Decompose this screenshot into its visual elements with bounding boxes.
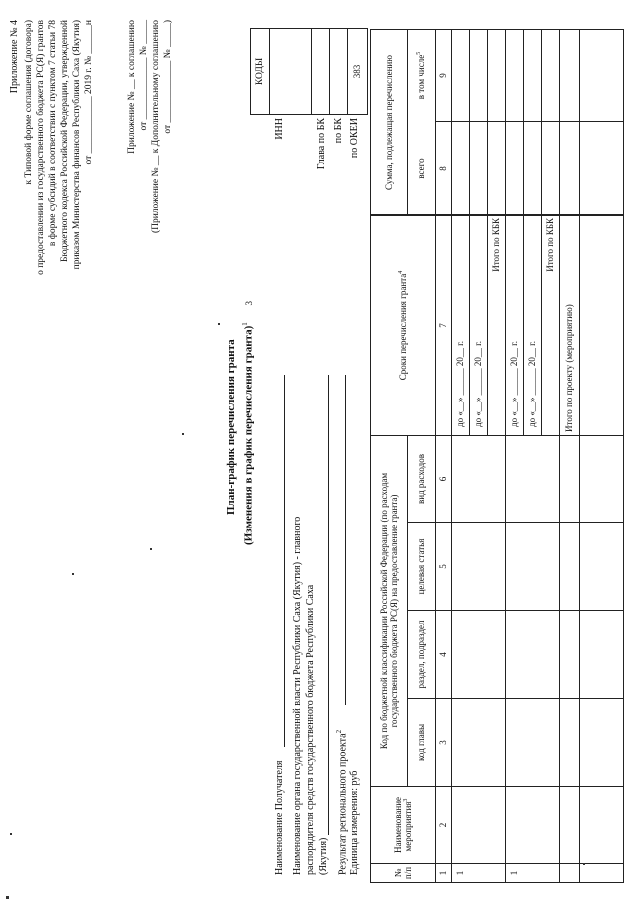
agreement-line: Приложение № __ к соглашению: [127, 20, 137, 154]
term-line: до «__» ______ 20__ г.: [455, 340, 465, 427]
header-line: Бюджетного кодекса Российской Федерации, утвержденной: [60, 20, 70, 263]
sum-col-header: всего: [416, 158, 427, 179]
po-okei-label: по ОКЕИ: [349, 118, 360, 159]
col-number: 1: [438, 870, 449, 876]
sub-col-header: раздел, подраздел: [416, 620, 427, 689]
scan-speck: [150, 548, 152, 550]
scan-speck: [6, 896, 9, 899]
codes-box: [250, 28, 368, 115]
col-number: 9: [438, 73, 449, 78]
header-line: к Типовой форме соглашения (договора): [24, 20, 34, 185]
schedule-table: [370, 29, 624, 883]
codes-header: КОДЫ: [251, 29, 270, 114]
col-number: 8: [438, 166, 449, 171]
row-number: 1: [455, 870, 466, 876]
scan-speck: [182, 433, 184, 435]
recipient-line: [284, 375, 285, 747]
col-name-header: Наименование мероприятия$^3$: [392, 796, 413, 854]
col-number: 5: [438, 564, 449, 569]
term-line: до «__» ______ 20__ г.: [509, 340, 519, 427]
authority-line: [328, 375, 329, 835]
agreement-line: от _____________ № _____): [163, 20, 173, 134]
scan-speck: [10, 833, 12, 835]
inn-label: ИНН: [274, 118, 285, 140]
glava-bk-label: Глава по БК: [316, 118, 327, 170]
po-bk-label: по БК: [333, 118, 344, 144]
agreement-line: от _____________ № _____: [139, 20, 149, 131]
col-number: 4: [438, 652, 449, 657]
col-number: 7: [438, 323, 449, 328]
col-sum-header: Сумма, подлежащая перечислению: [383, 55, 394, 190]
result-line: [345, 375, 346, 705]
unit-label: Единица измерения: руб: [349, 770, 360, 875]
term-total-kbk: Итого по КБК: [491, 218, 501, 272]
sub-col-header: целевая статья: [416, 538, 427, 595]
header-date-line: от ____________ 2019 г. № ______н: [84, 20, 94, 165]
appendix-title: Приложение № 4: [9, 20, 20, 94]
term-total-project: Итого по проекту (мероприятию): [564, 304, 574, 432]
term-line: до «__» ______ 20__ г.: [473, 340, 483, 427]
recipient-label: Наименование Получателя: [274, 760, 285, 875]
authority-label: (Якутия): [318, 837, 329, 875]
agreement-line: (Приложение № __ к Дополнительному соглашению: [151, 20, 161, 234]
scan-speck: [72, 573, 74, 575]
scan-speck: [218, 323, 220, 325]
document-title: План-график перечисления гранта: [225, 339, 237, 515]
result-label: Результат регионального проекта$^2$: [335, 729, 349, 875]
okei-value: 383: [351, 64, 362, 79]
term-line: до «__» ______ 20__ г.: [527, 340, 537, 427]
header-line: приказом Министерства финансов Республики Саха (Якутия): [72, 20, 82, 270]
term-total-kbk: Итого по КБК: [545, 218, 555, 272]
row-number: 1: [509, 870, 520, 876]
authority-label: распорядителя средств государственного бюджета Республики Саха: [305, 584, 316, 875]
col-number: 2: [438, 822, 449, 828]
sum-col-header: в том числе$^5$: [416, 51, 427, 100]
col-number: 3: [438, 740, 449, 745]
header-line: о предоставлении из государственного бюджета РС(Я) грантов: [36, 20, 46, 275]
document-subtitle: (Изменения в график перечисления гранта)$^1$ 3: [241, 301, 255, 545]
sub-col-header: вид расходов: [416, 454, 427, 504]
col-number: 6: [438, 476, 449, 482]
sub-col-header: код главы: [416, 724, 427, 762]
scan-speck: [583, 863, 585, 865]
header-line: в форме субсидий в соответствии с пунктом 7 статьи 78: [48, 20, 58, 247]
authority-label: Наименование органа государственной власти Республики Саха (Якутия) - главного: [292, 516, 303, 875]
col-no-header: № п/п: [392, 866, 413, 880]
col-term-header: Сроки перечисления гранта$^4$: [397, 270, 408, 381]
group-code-header: Код по бюджетной классификации Российской Федерации (по расходам государственного бюджета РС(Я) на предоставление гранта): [378, 472, 399, 750]
